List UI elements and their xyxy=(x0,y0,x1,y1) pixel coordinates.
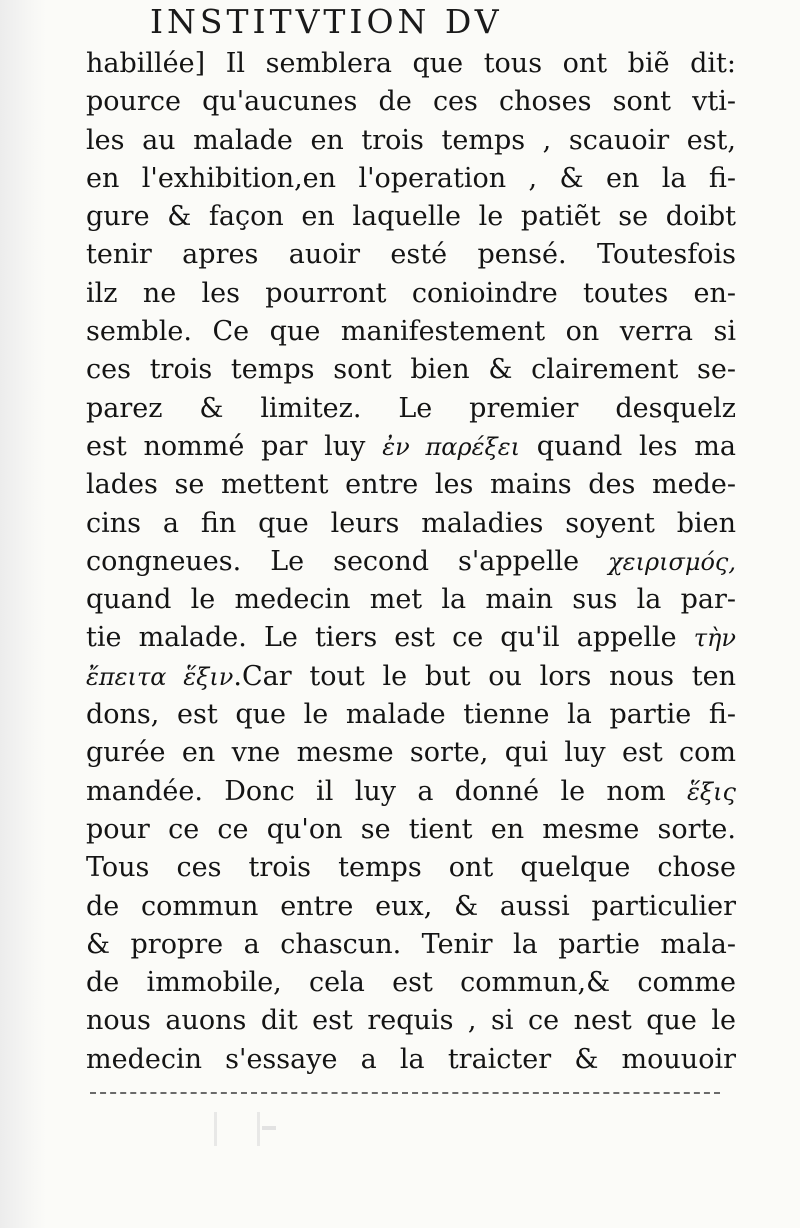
text-run: lades se mettent entre les mains des mede- xyxy=(86,469,736,501)
greek-term: τὴν xyxy=(693,624,736,653)
text-line xyxy=(86,773,736,811)
text-line xyxy=(86,1002,736,1040)
text-run: .Car tout le but ou lors nous ten xyxy=(233,660,736,692)
text-run: & propre a chascun. Tenir la partie mala- xyxy=(86,928,736,960)
text-line xyxy=(86,696,736,734)
text-line xyxy=(86,122,736,160)
greek-term: ἕξις xyxy=(687,777,736,806)
text-run: habillée] Il semblera que tous ont biẽ dit: xyxy=(86,48,736,79)
page-gutter-shadow xyxy=(0,0,46,1228)
text-line xyxy=(86,734,736,772)
text-line xyxy=(86,1041,736,1079)
text-run: parez & limitez. Le premier desquelz xyxy=(86,392,736,424)
text-line xyxy=(86,160,736,198)
text-line xyxy=(86,45,736,83)
bottom-rule xyxy=(90,1092,720,1094)
text-line xyxy=(86,658,736,696)
text-line xyxy=(86,83,736,121)
text-run: dons, est que le malade tienne la partie fi- xyxy=(86,699,736,731)
text-line xyxy=(86,849,736,887)
text-line xyxy=(86,236,736,274)
text-run: de commun entre eux, & aussi particulier xyxy=(86,890,736,922)
text-run: ilz ne les pourront conioindre toutes en- xyxy=(86,277,736,309)
greek-term: ἐν παρέξει xyxy=(382,432,521,461)
text-run: semble. Ce que manifestement on verra si xyxy=(86,316,736,348)
text-run: quand le medecin met la main sus la par- xyxy=(86,584,736,616)
greek-term: ἔπειτα ἕξιν xyxy=(86,662,234,691)
text-run: pour ce ce qu'on se tient en mesme sorte. xyxy=(86,813,736,845)
text-run: mandée. Donc il luy a donné le nom xyxy=(86,775,688,807)
text-run: medecin s'essaye a la traicter & mouuoir xyxy=(86,1043,736,1075)
text-run: les au malade en trois temps , scauoir est, xyxy=(86,124,736,156)
text-line xyxy=(86,888,736,926)
text-line xyxy=(86,581,736,619)
text-run: ces trois temps sont bien & clairement se- xyxy=(86,354,736,386)
text-run: pource qu'aucunes de ces choses sont vti- xyxy=(86,86,736,118)
text-line xyxy=(86,811,736,849)
bleed-through-mark xyxy=(214,1112,260,1146)
greek-term: χειρισμός, xyxy=(608,547,736,576)
text-run: est nommé par luy xyxy=(86,430,383,462)
body-text xyxy=(86,45,736,1079)
text-line xyxy=(86,275,736,313)
text-line xyxy=(86,505,736,543)
text-run: gure & façon en laquelle le patiẽt se doibt xyxy=(86,201,736,233)
text-line xyxy=(86,543,736,581)
text-run: nous auons dit est requis , si ce nest que le xyxy=(86,1005,736,1037)
text-run: tie malade. Le tiers est ce qu'il appelle xyxy=(86,622,694,654)
text-run: tenir apres auoir esté pensé. Toutesfois xyxy=(86,239,736,271)
text-run: cins a fin que leurs maladies soyent bien xyxy=(86,507,736,539)
text-run: quand les ma xyxy=(520,430,736,462)
text-line xyxy=(86,619,736,657)
text-run: gurée en vne mesme sorte, qui luy est com xyxy=(86,737,736,769)
bleed-through-mark xyxy=(262,1126,276,1130)
text-line xyxy=(86,198,736,236)
text-line xyxy=(86,351,736,389)
text-line xyxy=(86,390,736,428)
text-line xyxy=(86,313,736,351)
text-run: Tous ces trois temps ont quelque chose xyxy=(86,852,736,884)
text-line xyxy=(86,466,736,504)
text-line xyxy=(86,926,736,964)
text-line xyxy=(86,428,736,466)
text-run: en l'exhibition,en l'operation , & en la fi- xyxy=(86,162,736,194)
text-line xyxy=(86,964,736,1002)
text-run: congneues. Le second s'appelle xyxy=(86,545,609,577)
running-head-title: INSTITVTION DV xyxy=(150,2,503,41)
text-run: de immobile, cela est commun,& comme xyxy=(86,967,736,999)
